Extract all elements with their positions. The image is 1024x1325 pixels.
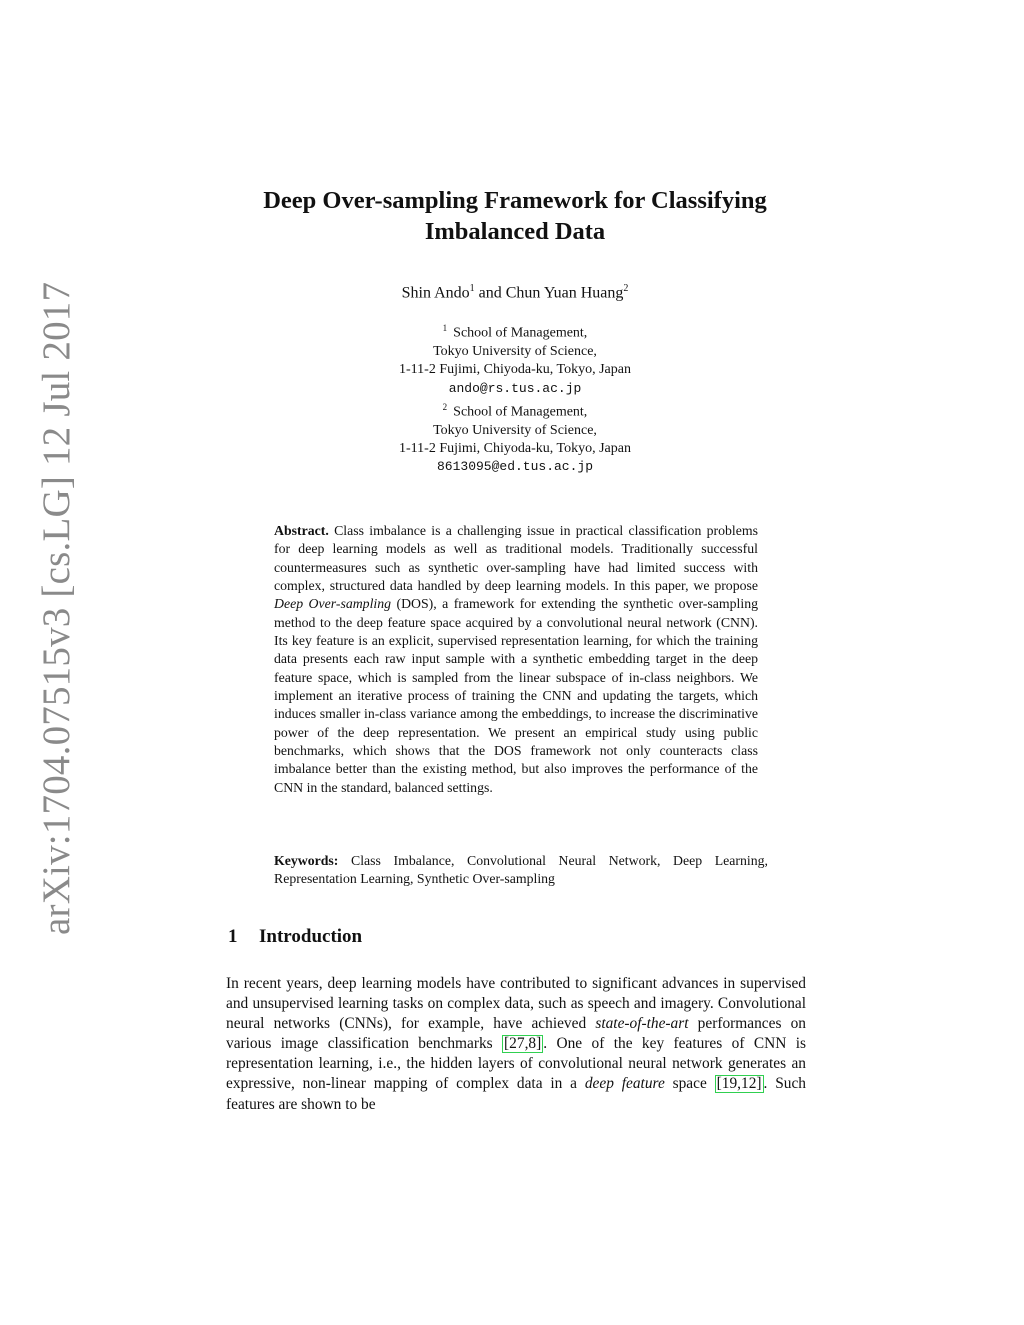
section-number: 1 — [228, 926, 238, 947]
abstract-text: Class imbalance is a challenging issue in practical classification problems for deep learning models as well as traditional models. Traditionally successful countermeasures such as synthetic over-sampling have had limited success with complex, structured data handled by deep learning models. In this paper, we propose — [274, 523, 758, 594]
affiliation-university: Tokyo University of Science, — [433, 422, 597, 438]
citation-link[interactable]: [27,8] — [504, 1035, 542, 1053]
keywords-text: Class Imbalance, Convolutional Neural Network, Deep Learning, Representation Learning, Synthetic Over-sampling — [274, 853, 768, 887]
author-connector: and — [474, 284, 506, 302]
abstract-text: (DOS), a framework for extending the synthetic over-sampling method to the deep feature space acquired by a convolutional neural network (CNN). Its key feature is an explicit, supervised representation learning, for which the training data presents each raw input sample with a synthetic embedding target in the deep feature space, which is sampled from the linear subspace of in-class neighbors. We implement an iterative process of training the CNN and updating the targets, which induces smaller in-class variance among the embeddings, to increase the discriminative power of the deep representation. We present an empirical study using public benchmarks, which shows that the DOS framework not only counteracts class imbalance better than the existing method, but also improves the performance of the CNN in the standard, balanced settings. — [274, 596, 758, 795]
author-list — [250, 283, 780, 302]
paper-title-line-1: Deep Over-sampling Framework for Classifying — [263, 187, 767, 214]
affiliation-address: 1-11-2 Fujimi, Chiyoda-ku, Tokyo, Japan — [399, 362, 631, 378]
section-title: Introduction — [259, 926, 363, 947]
citation-link[interactable]: [19,12] — [716, 1075, 762, 1093]
introduction-paragraph: In recent years, deep learning models have contributed to significant advances in supervised and unsupervised learning tasks on complex data, such as speech and imagery. Convolutional neural networks (CNNs), for example, have achieved state-of-the-art performances on various image classification benchmarks [27,8] . One of the key features of CNN is representation learning, i.e., the hidden layers of convolutional neural network generates an expressive, non-linear mapping of complex data in a deep feature space [19,12] . Such features are shown to be — [226, 975, 806, 1113]
keywords — [274, 852, 768, 889]
affiliation-mark: 2 — [442, 401, 448, 412]
author-affiliation-mark: 1 — [469, 283, 475, 294]
affiliation-mark: 1 — [442, 323, 448, 333]
author-email[interactable]: ando@rs.tus.ac.jp — [448, 380, 582, 396]
author-name: Chun Yuan Huang — [505, 284, 624, 302]
author-email[interactable]: 8613095@ed.tus.ac.jp — [436, 459, 594, 475]
abstract-label: Abstract. — [274, 523, 329, 538]
affiliation-school: $^1$ School of Management, — [442, 323, 588, 341]
paper-title-line-2: Imbalanced Data — [424, 218, 606, 245]
affiliation-university: Tokyo University of Science, — [433, 343, 597, 359]
affiliation-address: 1-11-2 Fujimi, Chiyoda-ku, Tokyo, Japan — [399, 441, 631, 457]
emphasis-text: deep feature — [584, 1075, 665, 1093]
affiliation-school: $^2$ School of Management, — [442, 401, 588, 420]
author-affiliation-mark: 2 — [623, 283, 629, 294]
affiliations — [280, 319, 750, 477]
abstract — [274, 522, 758, 797]
arxiv-identifier-stamp[interactable]: arXiv:1704.07515v3 [cs.LG] 12 Jul 2017 — [35, 281, 78, 935]
keywords-label: Keywords: — [274, 853, 339, 868]
abstract-emphasis: Deep Over-sampling — [274, 596, 392, 612]
paper-title — [180, 185, 850, 247]
author-name: Shin Ando — [401, 284, 470, 302]
emphasis-text: state-of-the-art — [595, 1015, 689, 1033]
section-heading-introduction — [228, 926, 362, 948]
